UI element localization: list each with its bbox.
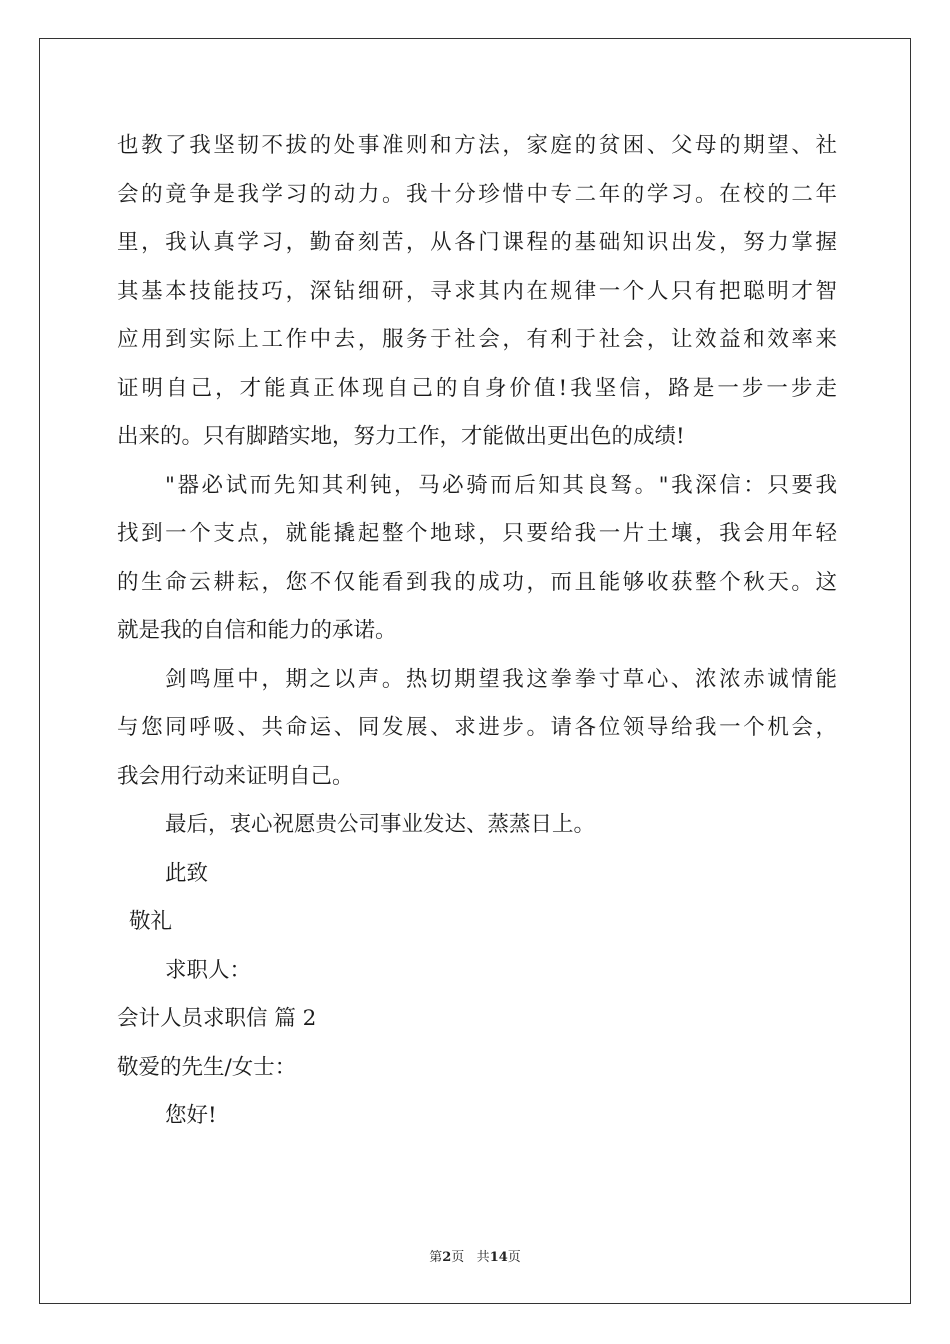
text-line: 就是我的自信和能力的承诺。 xyxy=(117,618,397,643)
text-line: 剑鸣厘中，期之以声。热切期望我这拳拳寸草心、浓浓赤诚情能 xyxy=(165,666,837,692)
text-line: 出来的。只有脚踏实地，努力工作，才能做出更出色的成绩! xyxy=(117,424,685,449)
footer-total-pages: 14 xyxy=(489,1250,508,1265)
salutation: 敬爱的先生/女士： xyxy=(117,1054,297,1080)
text-line: 与您同呼吸、共命运、同发展、求进步。请各位领导给我一个机会， xyxy=(117,715,837,740)
text-line: 其基本技能技巧，深钻细研，寻求其内在规律一个人只有把聪明才智 xyxy=(117,278,837,304)
text-line: 找到一个支点，就能撬起整个地球，只要给我一片土壤，我会用年轻 xyxy=(117,521,837,546)
text-line: 此致 xyxy=(165,860,209,886)
footer-prefix: 第 xyxy=(429,1250,443,1265)
footer-sep: 共 xyxy=(476,1250,490,1265)
text-line: "器必试而先知其利钝，马必骑而后知其良驽。"我深信：只要我 xyxy=(165,472,837,498)
text-line: 应用到实际上工作中去，服务于社会，有利于社会，让效益和效率来 xyxy=(117,327,837,352)
text-line: 我会用行动来证明自己。 xyxy=(117,763,354,789)
page-footer xyxy=(0,1246,950,1265)
footer-page-number: 2 xyxy=(442,1250,452,1265)
footer-total-unit: 页 xyxy=(507,1250,521,1265)
text-line: 敬礼 xyxy=(129,909,173,934)
text-line: 求职人： xyxy=(165,957,252,983)
text-line: 里，我认真学习，勤奋刻苦，从各门课程的基础知识出发，努力掌握 xyxy=(117,230,837,255)
text-line: 的生命云耕耘，您不仅能看到我的成功，而且能够收获整个秋天。这 xyxy=(117,569,837,595)
footer-page-unit: 页 xyxy=(451,1250,465,1265)
section-heading: 会计人员求职信 篇 2 xyxy=(117,1006,317,1031)
greeting: 您好! xyxy=(165,1103,217,1128)
text-line: 证明自己，才能真正体现自己的自身价值!我坚信，路是一步一步走 xyxy=(117,375,837,401)
text-line: 最后，衷心祝愿贵公司事业发达、蒸蒸日上。 xyxy=(165,812,596,837)
text-line: 也教了我坚韧不拔的处事准则和方法，家庭的贫困、父母的期望、社 xyxy=(117,133,837,158)
text-line: 会的竟争是我学习的动力。我十分珍惜中专二年的学习。在校的二年 xyxy=(117,181,837,207)
